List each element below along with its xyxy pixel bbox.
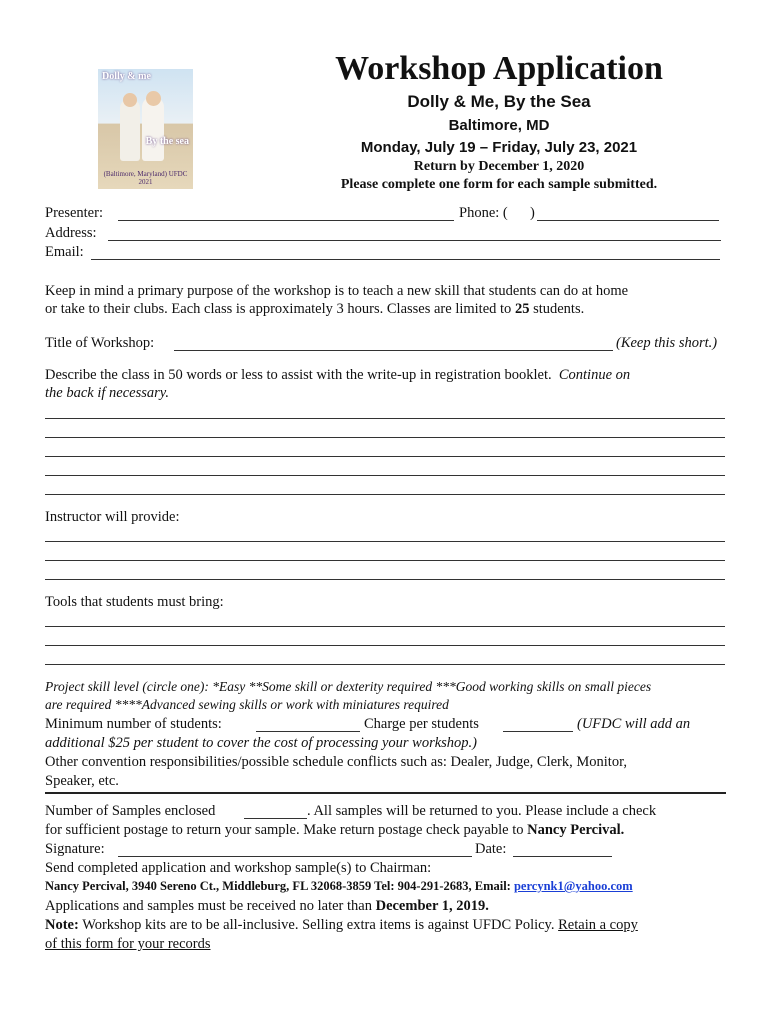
charge-note2: additional $25 per student to cover the cost of processing your workshop.)	[45, 735, 477, 751]
date-label: Date:	[475, 841, 507, 857]
samples-label: Number of Samples enclosed	[45, 803, 216, 819]
cover-top-text: Dolly & me	[102, 71, 151, 82]
skill-line2: are required ****Advanced sewing skills or work with miniatures required	[45, 697, 449, 712]
other-line2: Speaker, etc.	[45, 773, 119, 789]
charge-note: (UFDC will add an	[577, 716, 691, 732]
tools-line[interactable]	[45, 664, 725, 665]
tools-line[interactable]	[45, 645, 725, 646]
cover-bottom-text: (Baltimore, Maryland) UFDC 2021	[103, 170, 188, 186]
chairman-email-link[interactable]: percynk1@yahoo.com	[513, 879, 633, 893]
describe-continue: the back if necessary.	[45, 385, 170, 401]
workshop-title-note: (Keep this short.)	[616, 335, 718, 351]
tools-line[interactable]	[45, 626, 725, 627]
minimum-field[interactable]	[256, 731, 360, 732]
page-title: Workshop Application	[335, 50, 663, 87]
phone-field[interactable]	[537, 220, 719, 221]
return-by: Return by December 1, 2020	[413, 159, 585, 174]
samples-line2: for sufficient postage to return your sample. Make return postage check payable to Nancy Percival.	[45, 822, 625, 838]
phone-label: Phone: (	[459, 205, 508, 221]
note-text: Note: Workshop kits are to be all-inclusive. Selling extra items is against UFDC Policy. Retain a copy	[45, 917, 638, 933]
address-label: Address:	[45, 225, 97, 241]
chairman-info: Nancy Percival, 3940 Sereno Ct., Middleburg, FL 32068-3859 Tel: 904-291-2683, Email: percynk1@yahoo.com	[45, 879, 633, 893]
instructor-line[interactable]	[45, 579, 725, 580]
minimum-label: Minimum number of students:	[45, 716, 222, 732]
email-field[interactable]	[91, 259, 720, 260]
tools-label: Tools that students must bring:	[45, 594, 224, 610]
dates: Monday, July 19 – Friday, July 23, 2021	[360, 139, 638, 156]
signature-label: Signature:	[45, 841, 105, 857]
charge-label: Charge per students	[364, 716, 479, 732]
describe-line[interactable]	[45, 475, 725, 476]
describe-line[interactable]	[45, 494, 725, 495]
instructor-label: Instructor will provide:	[45, 509, 180, 525]
signature-field[interactable]	[118, 856, 472, 857]
section-divider	[45, 792, 726, 794]
describe-line[interactable]	[45, 456, 725, 457]
instructor-line[interactable]	[45, 541, 725, 542]
presenter-label: Presenter:	[45, 205, 103, 221]
workshop-title-label: Title of Workshop:	[45, 335, 155, 351]
received-deadline: Applications and samples must be received no later than December 1, 2019.	[45, 898, 489, 914]
intro-line2: or take to their clubs. Each class is approximately 3 hours. Classes are limited to 25 students.	[45, 301, 585, 317]
address-field[interactable]	[108, 240, 721, 241]
describe-line[interactable]	[45, 418, 725, 419]
workshop-title-field[interactable]	[174, 350, 613, 351]
phone-close: )	[530, 205, 535, 221]
email-label: Email:	[45, 244, 84, 260]
samples-text: . All samples will be returned to you. Please include a check	[307, 803, 657, 819]
subtitle: Dolly & Me, By the Sea	[407, 92, 591, 111]
charge-field[interactable]	[503, 731, 573, 732]
send-text: Send completed application and workshop sample(s) to Chairman:	[45, 860, 432, 876]
location: Baltimore, MD	[448, 117, 550, 134]
cover-side-text: By the sea	[145, 136, 189, 147]
instruction: Please complete one form for each sample submitted.	[340, 177, 658, 192]
retain-copy: of this form for your records	[45, 936, 211, 952]
describe-text: Describe the class in 50 words or less to assist with the write-up in registration booklet. Continue on	[45, 367, 631, 383]
samples-field[interactable]	[244, 818, 307, 819]
presenter-field[interactable]	[118, 220, 454, 221]
other-line1: Other convention responsibilities/possible schedule conflicts such as: Dealer, Judge, Clerk, Monitor,	[45, 754, 627, 770]
describe-line[interactable]	[45, 437, 725, 438]
intro-line1: Keep in mind a primary purpose of the workshop is to teach a new skill that students can do at home	[45, 283, 629, 299]
date-field[interactable]	[513, 856, 612, 857]
skill-line1: Project skill level (circle one): *Easy **Some skill or dexterity required ***Good working skills on small pieces	[45, 679, 652, 694]
instructor-line[interactable]	[45, 560, 725, 561]
